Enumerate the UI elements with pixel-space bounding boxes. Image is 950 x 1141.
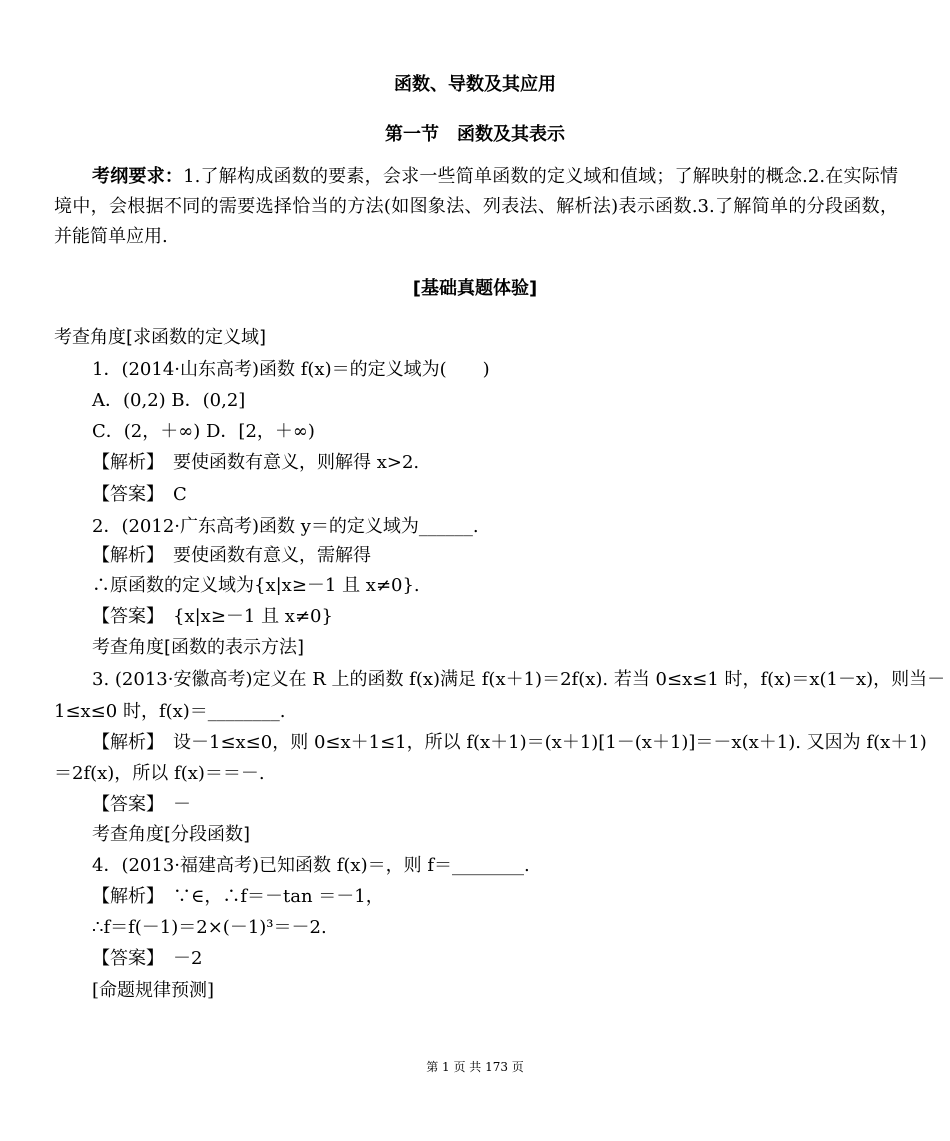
question-1-answer: 【答案】 C — [92, 484, 187, 505]
page-footer: 第 1 页 共 173 页 — [426, 1060, 524, 1074]
syllabus-label: 考纲要求： — [92, 166, 184, 187]
question-4: 4．(2013·福建高考)已知函数 f(x)＝，则 f＝________. — [92, 855, 530, 876]
question-4-answer: 【答案】 －2 — [92, 948, 203, 969]
question-2-analysis-2: ∴原函数的定义域为{x|x≥－1 且 x≠0}. — [92, 575, 420, 596]
question-4-analysis-1: 【解析】 ∵∈，∴f＝－tan ＝－1， — [92, 886, 384, 907]
question-1-options-ab: A．(0,2) B．(0,2] — [92, 390, 246, 411]
question-1-analysis: 【解析】 要使函数有意义，则解得 x>2. — [92, 452, 420, 473]
question-4-analysis-2: ∴f＝f(－1)＝2×(－1)³＝－2. — [92, 917, 327, 938]
question-2-analysis: 【解析】 要使函数有意义，需解得 — [92, 545, 371, 566]
basic-heading: [基础真题体验] — [412, 278, 538, 299]
question-3-analysis-2: ＝2f(x)，所以 f(x)＝＝－. — [54, 763, 265, 784]
section-title: 第一节 函数及其表示 — [385, 124, 565, 145]
question-3-line-2: 1≤x≤0 时，f(x)＝________. — [54, 701, 286, 722]
document-title: 函数、导数及其应用 — [394, 74, 556, 95]
question-3-line-1: 3. (2013·安徽高考)定义在 R 上的函数 f(x)满足 f(x＋1)＝2f(x). 若当 0≤x≤1 时，f(x)＝x(1－x)，则当－ — [92, 669, 946, 690]
angle-heading-domain: 考查角度[求函数的定义域] — [54, 327, 267, 348]
question-3-analysis-1: 【解析】 设－1≤x≤0，则 0≤x＋1≤1，所以 f(x＋1)＝(x＋1)[1－(x＋1)]＝－x(x＋1). 又因为 f(x＋1) — [92, 732, 927, 753]
angle-heading-representation: 考查角度[函数的表示方法] — [92, 637, 305, 658]
angle-heading-piecewise: 考查角度[分段函数] — [92, 824, 251, 845]
question-3-answer: 【答案】 － — [92, 794, 191, 815]
syllabus-paragraph — [54, 162, 898, 252]
question-1: 1．(2014·山东高考)函数 f(x)＝的定义域为( ) — [92, 359, 490, 380]
rule-heading: [命题规律预测] — [92, 980, 215, 1001]
question-1-options-cd: C．(2，＋∞) D．[2，＋∞) — [92, 421, 315, 442]
question-2-answer: 【答案】 {x|x≥－1 且 x≠0} — [92, 606, 333, 627]
syllabus-text: 1.了解构成函数的要素，会求一些简单函数的定义域和值域；了解映射的概念.2.在实际情境中，会根据不同的需要选择恰当的方法(如图象法、列表法、解析法)表示函数.3.了解简单的分段函数，并能简单应用. — [54, 166, 898, 247]
question-2: 2．(2012·广东高考)函数 y＝的定义域为______. — [92, 516, 479, 537]
